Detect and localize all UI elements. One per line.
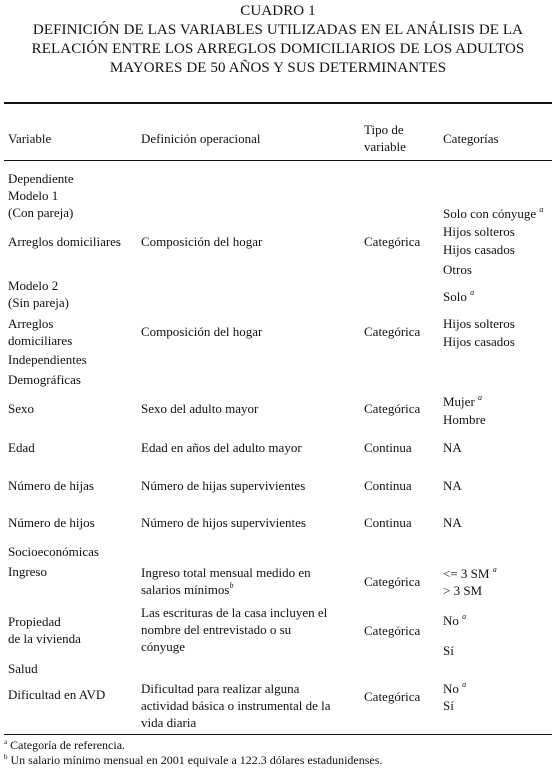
table-title-line-2: RELACIÓN ENTRE LOS ARREGLOS DOMICILIARIOS DE LOS ADULTOS (31, 41, 525, 57)
tipo-numero-hijos: Continua (364, 515, 412, 530)
header-tipo-line-2: variable (364, 139, 406, 154)
cat-edad: NA (443, 440, 462, 455)
tipo-edad: Continua (364, 440, 412, 455)
def-ingreso-line-2: salarios mínimos$^b$ (141, 581, 234, 597)
cat-numero-hijos: NA (443, 515, 462, 530)
section-salud: Salud (8, 661, 38, 676)
footnote-a: $^a$ Categoría de referencia. (4, 738, 126, 752)
tipo-ingreso: Categórica (364, 574, 421, 589)
cat-hijos-casados-2: Hijos casados (443, 334, 515, 349)
var-arreglos-line-1: Arreglos (8, 316, 54, 331)
cat-otros: Otros (443, 262, 472, 277)
cat-no-dificultad: No $^a$ (443, 680, 467, 696)
var-propiedad-line-2: de la vivienda (8, 631, 81, 646)
cat-hijos-solteros-1: Hijos solteros (443, 224, 515, 239)
header-bottom-rule (4, 160, 552, 161)
label-con-pareja: (Con pareja) (8, 205, 74, 220)
section-dependiente: Dependiente (8, 171, 74, 186)
table-bottom-rule (4, 734, 552, 735)
var-edad: Edad (8, 440, 35, 455)
label-modelo-1: Modelo 1 (8, 188, 59, 203)
cat-mayor-3sm: > 3 SM (443, 583, 483, 598)
cat-solo-con-conyuge: Solo con cónyuge $^a$ (443, 205, 544, 221)
section-independientes: Independientes (8, 352, 87, 367)
def-ingreso-line-1: Ingreso total mensual medido en (141, 565, 311, 580)
tipo-categorica-2: Categórica (364, 324, 421, 339)
label-sin-pareja: (Sin pareja) (8, 295, 70, 310)
tipo-categorica-1: Categórica (364, 234, 421, 249)
cat-numero-hijas: NA (443, 478, 462, 493)
def-edad: Edad en años del adulto mayor (141, 440, 302, 455)
tipo-sexo: Categórica (364, 401, 421, 416)
cat-no-propiedad: No $^a$ (443, 612, 467, 628)
def-propiedad-line-3: cónyuge (141, 639, 186, 654)
header-categorias: Categorías (443, 131, 499, 146)
def-dificultad-line-3: vida diaria (141, 715, 197, 730)
var-arreglos-line-2: domiciliares (8, 333, 73, 348)
tipo-numero-hijas: Continua (364, 478, 412, 493)
cat-solo: Solo $^a$ (443, 288, 475, 304)
var-arreglos-domiciliares: Arreglos domiciliares (8, 234, 121, 249)
section-socioeconomicas: Socioeconómicas (8, 544, 99, 559)
var-sexo: Sexo (8, 401, 34, 416)
def-numero-hijas: Número de hijas supervivientes (141, 478, 306, 493)
table-title-line-3: MAYORES DE 50 AÑOS Y SUS DETERMINANTES (109, 60, 447, 76)
var-numero-hijos: Número de hijos (8, 515, 95, 530)
table-title-line-1: DEFINICIÓN DE LAS VARIABLES UTILIZADAS EN EL ANÁLISIS DE LA (32, 22, 524, 38)
def-sexo: Sexo del adulto mayor (141, 401, 259, 416)
header-tipo-line-1: Tipo de (364, 122, 404, 137)
section-demograficas: Demográficas (8, 372, 81, 387)
header-variable: Variable (8, 131, 52, 146)
footnote-b: $^b$ Un salario mínimo mensual en 2001 equivale a 122.3 dólares estadunidenses. (4, 753, 383, 767)
def-dificultad-line-1: Dificultad para realizar alguna (141, 681, 300, 696)
tipo-propiedad: Categórica (364, 623, 421, 638)
cat-mujer: Mujer $^a$ (443, 393, 483, 409)
footnote-mark-a: a (462, 680, 467, 689)
footnote-mark-a: a (470, 288, 475, 297)
def-propiedad-line-1: Las escrituras de la casa incluyen el (141, 605, 328, 620)
def-propiedad-line-2: nombre del entrevistado o su (141, 622, 292, 637)
def-dificultad-line-2: actividad básica o instrumental de la (141, 698, 331, 713)
var-propiedad-line-1: Propiedad (8, 614, 61, 629)
def-numero-hijos: Número de hijos supervivientes (141, 515, 306, 530)
footnote-mark-a: a (462, 612, 467, 621)
cat-hijos-casados-1: Hijos casados (443, 242, 515, 257)
cat-menor-igual-3sm: <= 3 SM $^a$ (443, 565, 497, 581)
cat-si-dificultad: Sí (443, 698, 454, 713)
cat-hijos-solteros-2: Hijos solteros (443, 316, 515, 331)
cat-hombre: Hombre (443, 412, 486, 427)
def-composicion-hogar-2: Composición del hogar (141, 324, 263, 339)
cat-si-propiedad: Sí (443, 643, 454, 658)
label-modelo-2: Modelo 2 (8, 278, 59, 293)
footnote-mark-a: a (539, 205, 544, 214)
footnote-mark-a: a (492, 565, 497, 574)
var-numero-hijas: Número de hijas (8, 478, 94, 493)
footnote-mark-a: a (478, 393, 483, 402)
def-composicion-hogar-1: Composición del hogar (141, 234, 263, 249)
footnote-mark-b: b (229, 581, 234, 590)
var-ingreso: Ingreso (8, 564, 47, 579)
var-dificultad-avd: Dificultad en AVD (8, 687, 106, 702)
tipo-dificultad: Categórica (364, 689, 421, 704)
header-definicion: Definición operacional (141, 131, 261, 146)
table-caption-label: CUADRO 1 (240, 3, 316, 19)
table-top-rule (4, 102, 552, 104)
